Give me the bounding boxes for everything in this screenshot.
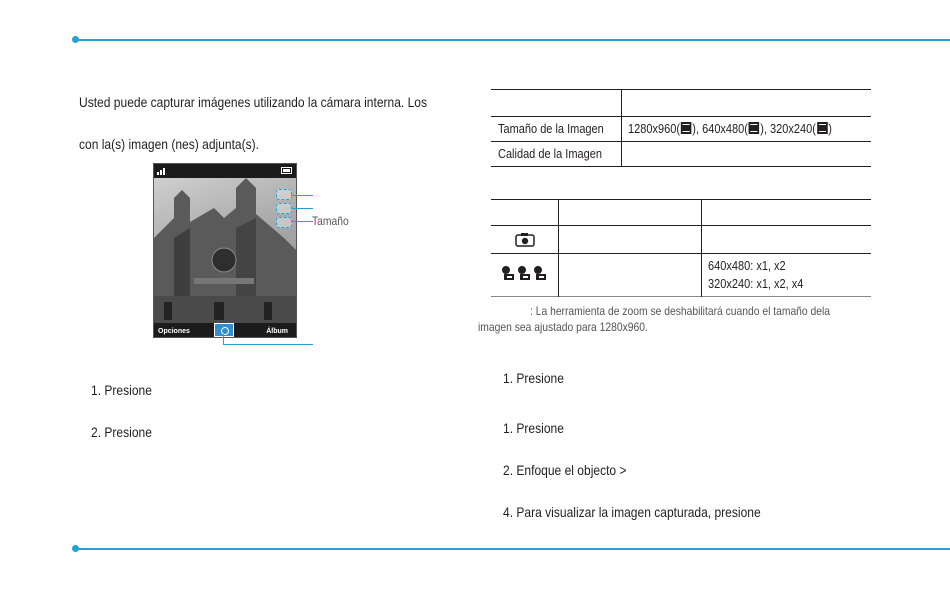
left-step-2: 2. Presione (91, 424, 152, 440)
signal-icon (157, 167, 167, 175)
camera-icon[interactable] (214, 323, 234, 337)
softkey-options[interactable]: Opciones (158, 328, 190, 335)
top-rule (76, 39, 950, 41)
softkey-album[interactable]: Álbum (266, 328, 288, 335)
size-icon (276, 217, 292, 228)
zoom-levels-icon (500, 265, 550, 281)
row-quality-label: Calidad de la Imagen (498, 147, 602, 161)
left-step-1: 1. Presione (91, 382, 152, 398)
callout-line-zoom (291, 208, 313, 209)
intro-line-2: con la(s) imagen (nes) adjunta(s). (79, 136, 260, 152)
phone-status-bar (154, 164, 296, 178)
callout-line-camkey-h (223, 344, 313, 345)
right-step-2: 1. Presione (503, 420, 564, 436)
size-320-icon (817, 122, 828, 134)
note-line-2: imagen sea ajustado para 1280x960. (478, 320, 648, 334)
row-size-value: 1280x960( ), 640x480( ), 320x240( ) (628, 122, 832, 136)
callout-line-size (291, 221, 313, 222)
phone-screenshot (153, 163, 297, 338)
zoom-icon (276, 203, 292, 214)
intro-line-1: Usted puede capturar imágenes utilizando la cámara interna. Los (79, 94, 428, 110)
camera-mode-icon (276, 189, 292, 200)
note-line-1: : La herramienta de zoom se deshabilitará cuando el tamaño dela (530, 304, 831, 318)
settings-table (491, 89, 871, 167)
size-640-icon (749, 122, 760, 134)
battery-icon (281, 167, 292, 174)
callout-size-label: Tamaño (312, 214, 349, 228)
right-step-1: 1. Presione (503, 370, 564, 386)
cathedral-image (154, 178, 296, 323)
camera-icon (515, 232, 535, 247)
zoom-table (491, 199, 871, 297)
zoom-640-value: 640x480: x1, x2 (708, 259, 786, 273)
callout-line-mode (291, 195, 313, 196)
size-1280-icon (681, 122, 692, 134)
row-size-label: Tamaño de la Imagen (498, 122, 604, 136)
bottom-rule (76, 548, 950, 550)
zoom-320-value: 320x240: x1, x2, x4 (708, 277, 804, 291)
phone-softkey-bar (154, 323, 296, 337)
callout-line-camkey-v (223, 334, 224, 344)
right-step-4: 4. Para visualizar la imagen capturada, presione (503, 504, 761, 520)
right-step-3: 2. Enfoque el objecto > (503, 462, 627, 478)
